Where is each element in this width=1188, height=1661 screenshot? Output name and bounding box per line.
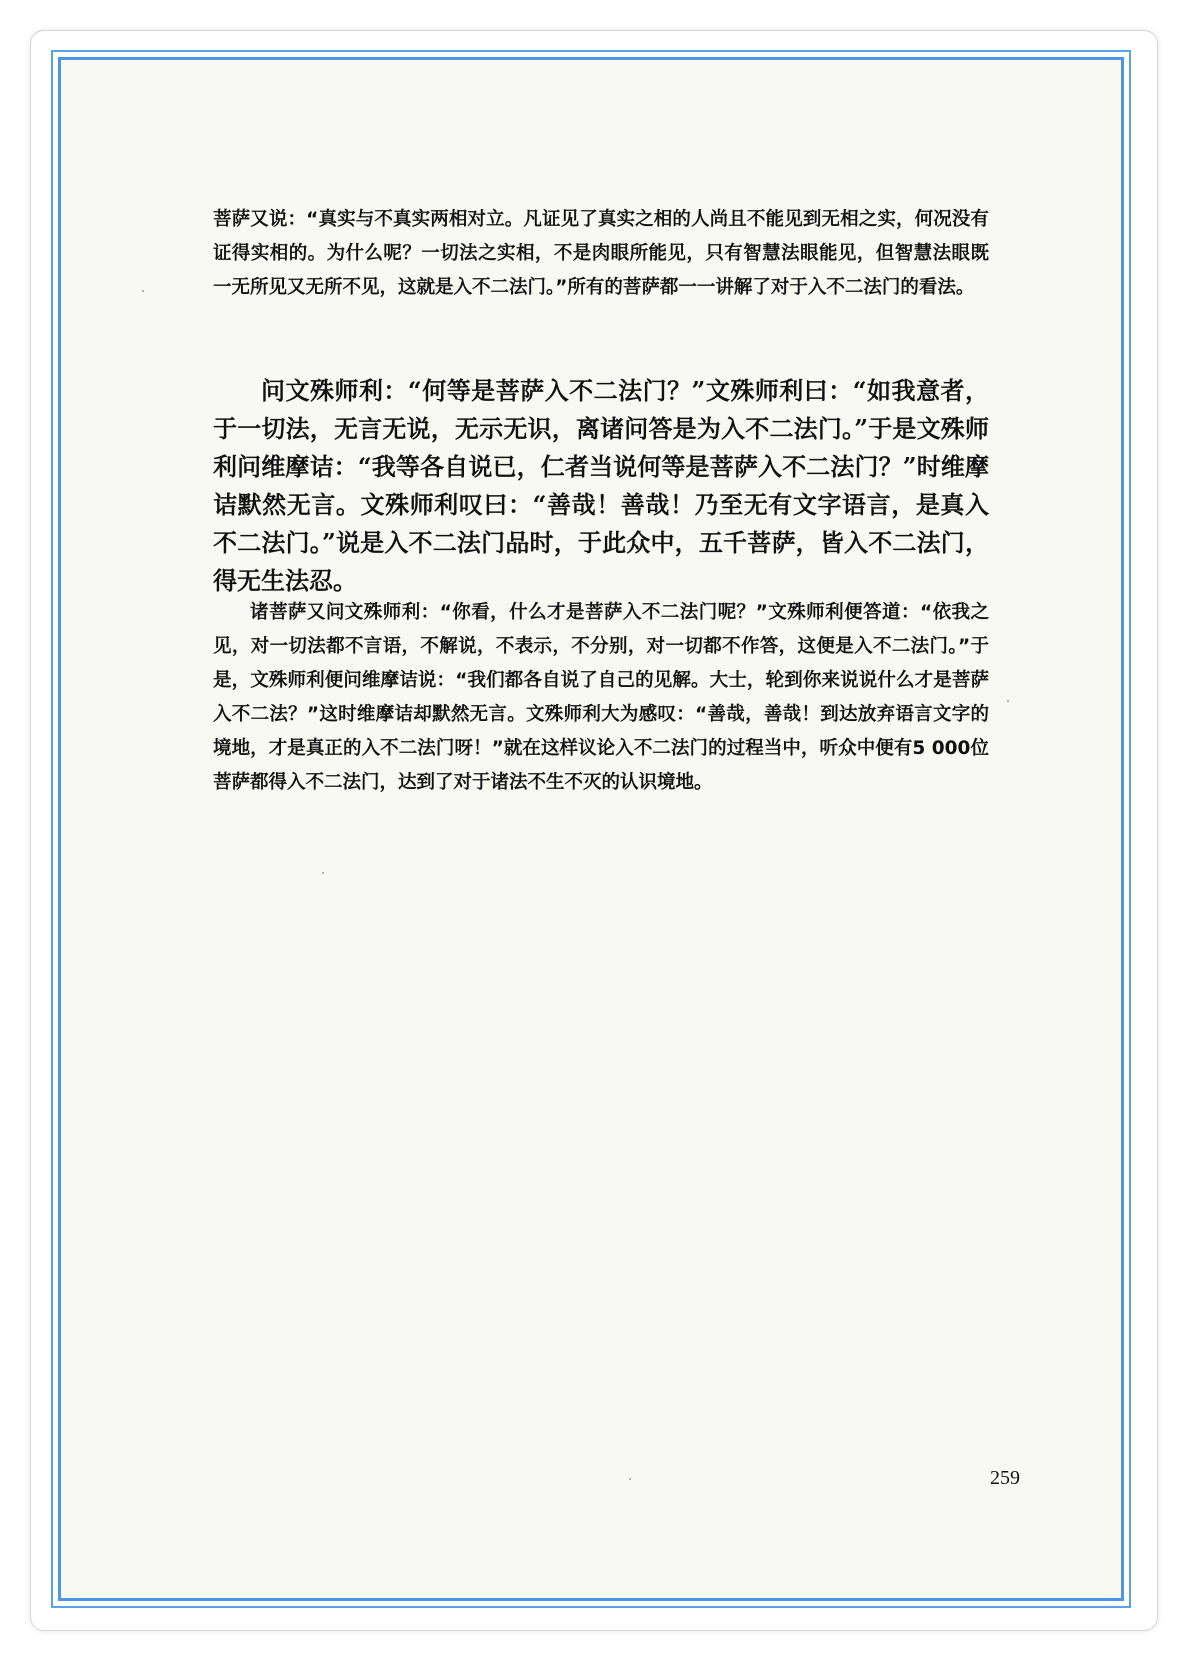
translation-paragraph-2: 诸菩萨又问文殊师利：“你看，什么才是菩萨入不二法门呢？”文殊师利便答道：“依我之见，对一切法都不言语，不解说，不表示，不分别，对一切都不作答，这便是入不二法门。”于是，文殊师利便问维摩诘说：“我们都各自说了自己的见解。大士，轮到你来说说什么才是菩萨入不二法？”这时维摩诘却默然无言。文殊师利大为感叹：“善哉，善哉！到达放弃语言文字的境地，才是真正的入不二法门呀！”就在这样议论入不二法门的过程当中，听众中便有5 000位菩萨都得入不二法门，达到了对于诸法不生不灭的认识境地。 [213, 602, 989, 793]
scan-speck [142, 290, 144, 292]
scan-speck [1007, 700, 1009, 702]
scripture-paragraph: 问文殊师利：“何等是菩萨入不二法门？”文殊师利曰：“如我意者，于一切法，无言无说，无示无识，离诸问答是为入不二法门。”于是文殊师利问维摩诘：“我等各自说已，仁者当说何等是菩萨入不二法门？”时维摩诘默然无言。文殊师利叹曰：“善哉！善哉！乃至无有文字语言，是真入不二法门。”说是入不二法门品时，于此众中，五千菩萨，皆入不二法门，得无生法忍。 [213, 376, 989, 595]
translation-paragraph-1: 菩萨又说：“真实与不真实两相对立。凡证见了真实之相的人尚且不能见到无相之实，何况没有证得实相的。为什么呢？一切法之实相，不是肉眼所能见，只有智慧法眼能见，但智慧法眼既一无所见又无所不见，这就是入不二法门。”所有的菩萨都一一讲解了对于入不二法门的看法。 [213, 209, 989, 298]
scan-speck [322, 872, 324, 874]
scan-speck [629, 1478, 631, 1480]
page-number: 259 [990, 1467, 1020, 1489]
